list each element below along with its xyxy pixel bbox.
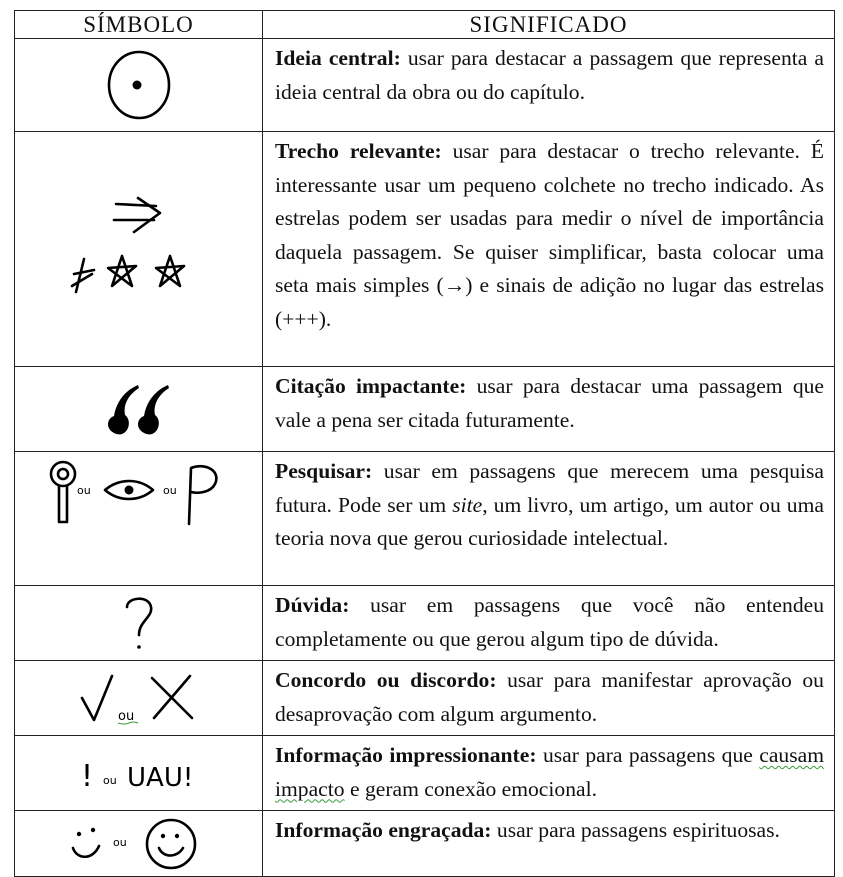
term-label: Informação impressionante: — [275, 743, 537, 767]
arrow-and-stars-icon — [64, 194, 214, 304]
table-row — [15, 586, 835, 661]
description-text: usar em passagens que você não entendeu completamente ou que gerou algum tipo de dúvida. — [275, 593, 824, 651]
term-label: Dúvida: — [275, 593, 350, 617]
term-label: Pesquisar: — [275, 459, 373, 483]
table-row — [15, 132, 835, 367]
description-text: usar para destacar uma passagem que vale a pena ser citada futuramente. — [275, 374, 825, 432]
table-row — [15, 452, 835, 586]
symbol-cell — [15, 132, 263, 367]
quotation-marks-icon — [104, 379, 174, 439]
meaning-cell — [263, 586, 835, 661]
description-text: e geram conexão emocional. — [344, 776, 597, 801]
meaning-column-header: SIGNIFICADO — [263, 11, 835, 39]
table-row — [15, 811, 835, 877]
description-text: usar para destacar o trecho relevante. É interessante usar um pequeno colchete no trecho indicado. As estrelas podem ser usadas para medir o nível de importância daquela passagem. Se quiser simplificar, basta colocar uma seta mais simples (→) e sinais de adição no lugar das estrelas (+++). — [275, 139, 824, 331]
dotted-circle-icon — [99, 45, 179, 125]
symbol-cell — [15, 811, 263, 877]
term-label: Informação engraçada: — [275, 818, 492, 842]
description-text: usar para destacar a passagem que representa a ideia central da obra ou do capítulo. — [275, 46, 824, 104]
term-label: Ideia central: — [275, 46, 401, 70]
symbol-cell — [15, 452, 263, 586]
meaning-cell — [263, 39, 835, 132]
meaning-cell — [263, 811, 835, 877]
exclamation-or-uau-icon — [69, 748, 209, 798]
description-text: usar para passagens espirituosas. — [491, 818, 780, 842]
meaning-cell — [263, 132, 835, 367]
meaning-cell — [263, 367, 835, 452]
term-label: Concordo ou discordo: — [275, 668, 497, 692]
meaning-cell — [263, 452, 835, 586]
symbol-cell — [15, 736, 263, 811]
ou-label: ou — [102, 774, 117, 787]
symbol-cell — [15, 661, 263, 736]
check-or-x-icon — [74, 668, 204, 728]
exclamation-mark: ! — [80, 759, 93, 794]
uau-label: UAU! — [126, 763, 193, 793]
symbol-cell — [15, 367, 263, 452]
question-mark-icon — [119, 593, 159, 653]
ou-label: ou — [76, 484, 91, 497]
table-row — [15, 736, 835, 811]
term-label: Citação impactante: — [275, 374, 467, 398]
symbol-cell — [15, 39, 263, 132]
meaning-cell — [263, 736, 835, 811]
description-text: , um livro, um artigo, um autor ou uma teoria nova que gerou curiosidade intelectual. — [275, 492, 824, 550]
table-row — [15, 39, 835, 132]
description-underlined: causam impacto — [275, 743, 825, 801]
symbol-cell — [15, 586, 263, 661]
ou-label: ou — [162, 484, 177, 497]
table-header-row — [15, 11, 835, 39]
annotation-symbols-table — [14, 10, 835, 877]
table-row — [15, 661, 835, 736]
description-text: usar para manifestar aprovação ou desaprovação com algum argumento. — [275, 668, 824, 726]
smiley-faces-icon — [59, 816, 219, 872]
ou-label: ou — [112, 835, 127, 849]
description-italic: site — [452, 492, 483, 517]
description-text: usar em passagens que merecem uma pesquisa futura. Pode ser um — [275, 459, 824, 517]
description-text: usar para passagens que — [536, 743, 760, 767]
table-row — [15, 367, 835, 452]
meaning-cell — [263, 661, 835, 736]
symbol-column-header: SÍMBOLO — [15, 11, 263, 39]
term-label: Trecho relevante: — [275, 139, 442, 163]
magnifier-eye-p-icon — [39, 460, 239, 530]
ou-label: ou — [117, 709, 134, 724]
